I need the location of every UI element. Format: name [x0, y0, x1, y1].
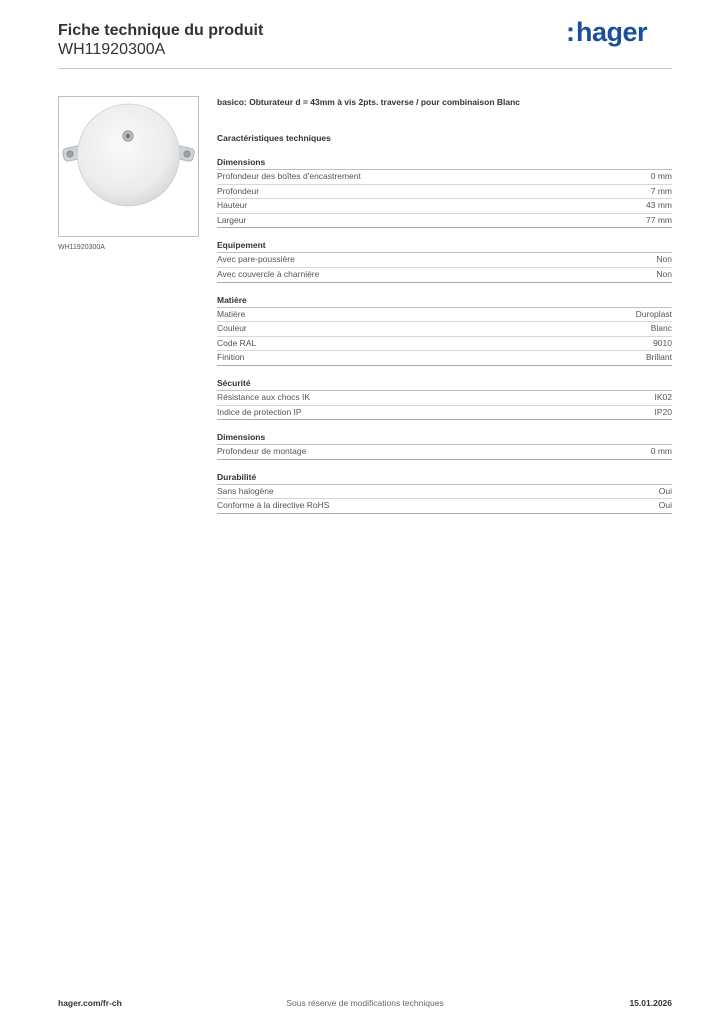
spec-row — [217, 199, 672, 214]
spec-row — [217, 253, 672, 268]
spec-value: Non — [656, 254, 672, 265]
logo-text: hager — [576, 17, 648, 47]
product-description: basico: Obturateur d = 43mm à vis 2pts. traverse / pour combinaison Blanc — [217, 97, 521, 107]
page-title: Fiche technique du produit — [58, 22, 264, 39]
footer-website: hager.com/fr-ch — [58, 998, 122, 1008]
section-title: Durabilité — [217, 471, 672, 485]
spec-sections — [217, 156, 672, 514]
spec-value: 77 mm — [646, 214, 672, 225]
spec-label: Indice de protection IP — [217, 406, 302, 417]
section-title: Dimensions — [217, 156, 672, 170]
spec-row — [217, 268, 672, 283]
product-code: WH11920300A — [58, 41, 166, 58]
spec-label: Profondeur — [217, 185, 260, 196]
spec-value: Non — [656, 268, 672, 279]
spec-label: Code RAL — [217, 337, 257, 348]
footer-disclaimer: Sous réserve de modifications techniques — [286, 998, 444, 1008]
spec-section — [217, 239, 672, 282]
logo-dots: : — [566, 17, 575, 47]
spec-value: Duroplast — [635, 308, 672, 319]
section-title: Sécurité — [217, 377, 672, 391]
hager-logo — [566, 16, 647, 48]
spec-value: 0 mm — [650, 171, 672, 181]
spec-label: Finition — [217, 352, 245, 363]
product-details — [217, 95, 672, 514]
header-divider — [58, 68, 672, 69]
spec-row — [217, 185, 672, 200]
spec-value: Brillant — [646, 352, 672, 363]
spec-label: Résistance aux chocs IK — [217, 391, 311, 402]
spec-value: Blanc — [650, 323, 672, 334]
spec-row — [217, 322, 672, 337]
spec-value: IK02 — [654, 391, 672, 402]
spec-section — [217, 294, 672, 366]
spec-value: 43 mm — [646, 200, 672, 211]
specs-title: Caractéristiques techniques — [217, 133, 331, 143]
spec-section — [217, 156, 672, 228]
spec-row — [217, 445, 672, 460]
spec-label: Profondeur des boîtes d'encastrement — [217, 171, 361, 181]
spec-row — [217, 337, 672, 352]
spec-row — [217, 391, 672, 406]
spec-label: Couleur — [217, 323, 247, 334]
product-image — [58, 96, 199, 237]
spec-label: Conforme à la directive RoHS — [217, 500, 330, 511]
spec-row — [217, 406, 672, 421]
spec-section — [217, 431, 672, 460]
section-title: Dimensions — [217, 431, 672, 445]
spec-value: 9010 — [653, 337, 672, 348]
spec-value: 7 mm — [650, 185, 672, 196]
page-footer — [58, 998, 672, 1012]
section-title: Equipement — [217, 239, 672, 253]
section-title: Matière — [217, 294, 672, 308]
spec-section — [217, 471, 672, 514]
spec-row — [217, 308, 672, 323]
spec-value: IP20 — [654, 406, 672, 417]
spec-section — [217, 377, 672, 420]
spec-value: 0 mm — [650, 446, 672, 457]
spec-label: Avec couvercle à charnière — [217, 268, 320, 279]
spec-row — [217, 499, 672, 514]
blanking-plate-illustration — [59, 97, 198, 236]
spec-label: Hauteur — [217, 200, 248, 211]
spec-label: Profondeur de montage — [217, 446, 307, 457]
spec-label: Matière — [217, 308, 246, 319]
spec-label: Largeur — [217, 214, 247, 225]
image-caption: WH11920300A — [58, 244, 105, 251]
spec-row — [217, 351, 672, 366]
spec-row — [217, 170, 672, 185]
spec-row — [217, 214, 672, 229]
footer-date: 15.01.2026 — [629, 998, 672, 1008]
spec-row — [217, 485, 672, 500]
spec-label: Sans halogène — [217, 485, 274, 496]
spec-value: Oui — [658, 500, 672, 511]
spec-value: Oui — [658, 485, 672, 496]
spec-label: Avec pare-poussière — [217, 254, 295, 265]
